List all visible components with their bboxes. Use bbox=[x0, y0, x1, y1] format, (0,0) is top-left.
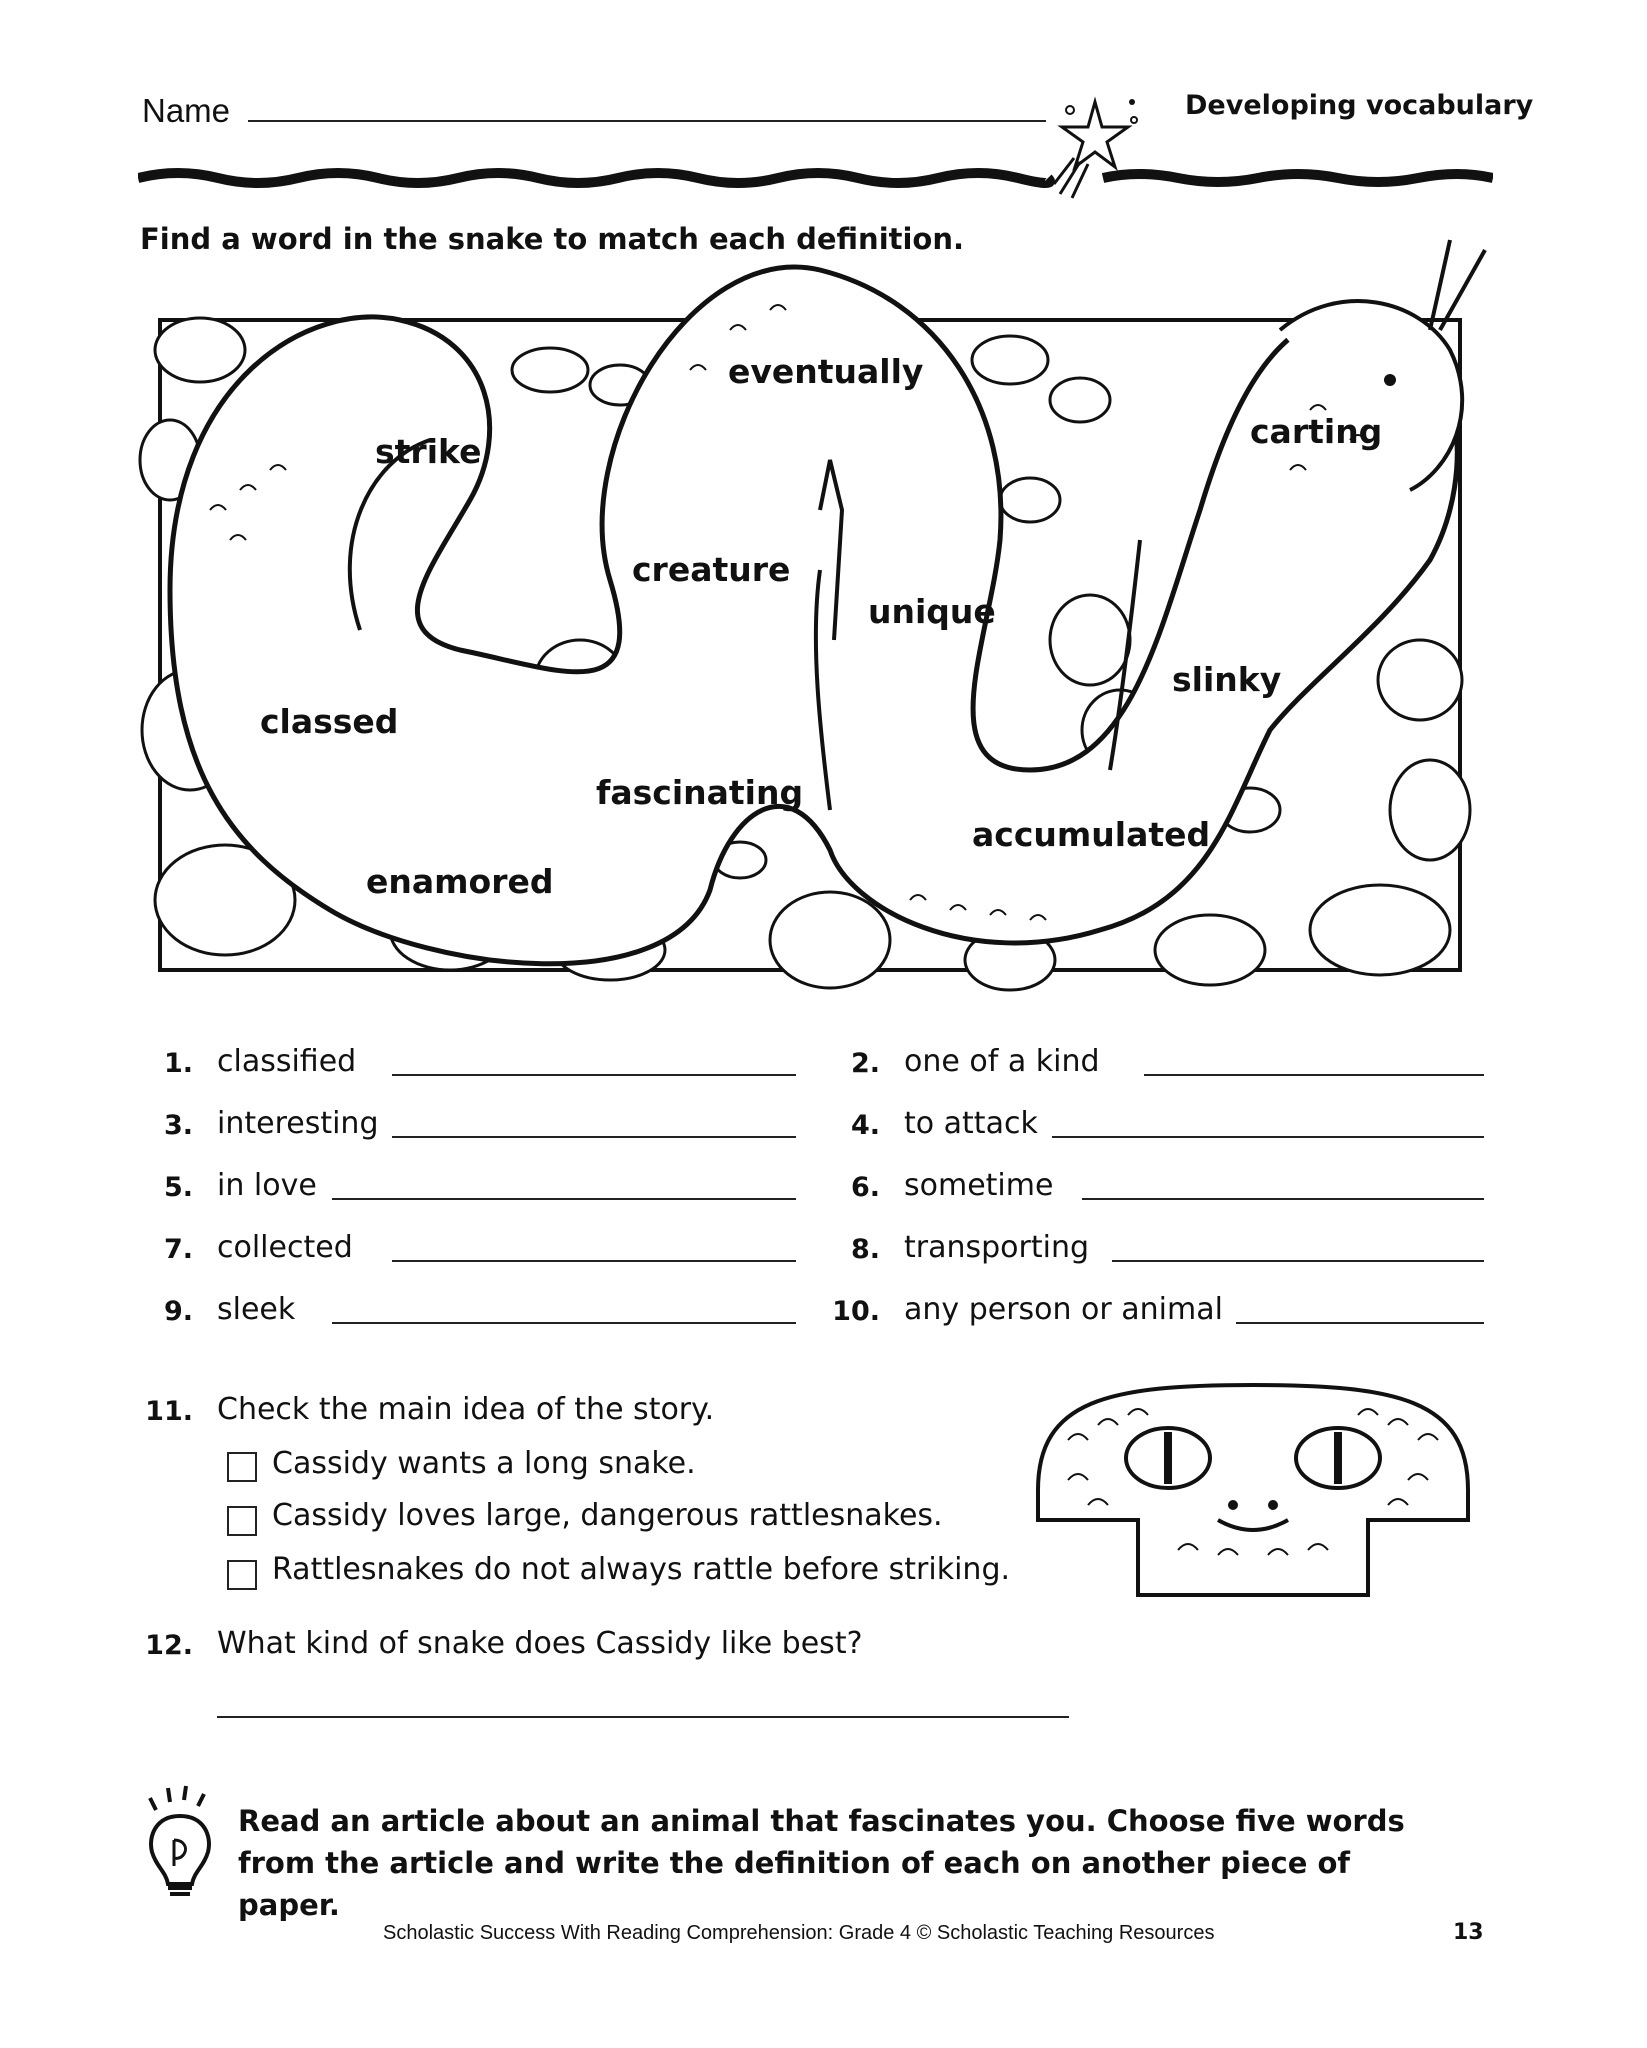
question-text: any person or animal bbox=[904, 1292, 1223, 1327]
name-input-line[interactable] bbox=[248, 120, 1046, 122]
main-idea-option: Rattlesnakes do not always rattle before striking. bbox=[272, 1552, 1011, 1587]
header-divider bbox=[138, 166, 1493, 190]
question-text: sleek bbox=[217, 1292, 296, 1327]
question-number: 6. bbox=[850, 1172, 880, 1203]
instruction: Find a word in the snake to match each definition. bbox=[140, 222, 965, 256]
snake-word-unique: unique bbox=[868, 592, 996, 631]
question-number: 4. bbox=[850, 1110, 880, 1141]
question-number: 12. bbox=[145, 1630, 193, 1661]
snake-word-strike: strike bbox=[375, 432, 482, 471]
main-idea-option: Cassidy loves large, dangerous rattlesnakes. bbox=[272, 1498, 943, 1533]
snake-word-classed: classed bbox=[260, 702, 399, 741]
question-number: 5. bbox=[163, 1172, 193, 1203]
answer-line-9[interactable] bbox=[332, 1322, 796, 1324]
question-text: collected bbox=[217, 1230, 353, 1265]
snake-illustration bbox=[130, 210, 1500, 1010]
answer-line-10[interactable] bbox=[1236, 1322, 1484, 1324]
snake-word-fascinating: fascinating bbox=[596, 773, 804, 812]
question-text: transporting bbox=[904, 1230, 1090, 1265]
question-text: in love bbox=[217, 1168, 317, 1203]
answer-line-7[interactable] bbox=[392, 1260, 796, 1262]
snake-word-eventually: eventually bbox=[728, 352, 924, 391]
page-number: 13 bbox=[1453, 1920, 1484, 1945]
answer-line-2[interactable] bbox=[1144, 1074, 1484, 1076]
q12-prompt: What kind of snake does Cassidy like best? bbox=[217, 1626, 863, 1661]
question-number: 7. bbox=[163, 1234, 193, 1265]
question-text: interesting bbox=[217, 1106, 379, 1141]
question-number: 9. bbox=[163, 1296, 193, 1327]
q11-prompt: Check the main idea of the story. bbox=[217, 1392, 715, 1427]
answer-line-4[interactable] bbox=[1052, 1136, 1484, 1138]
snake-face-illustration bbox=[1028, 1380, 1478, 1600]
snake-word-accumulated: accumulated bbox=[972, 815, 1211, 854]
answer-line-12[interactable] bbox=[217, 1716, 1069, 1718]
question-number: 3. bbox=[163, 1110, 193, 1141]
main-idea-checkbox-1[interactable] bbox=[227, 1452, 257, 1482]
question-text: one of a kind bbox=[904, 1044, 1100, 1079]
snake-word-creature: creature bbox=[632, 550, 791, 589]
question-text: sometime bbox=[904, 1168, 1054, 1203]
question-number: 8. bbox=[850, 1234, 880, 1265]
answer-line-3[interactable] bbox=[392, 1136, 796, 1138]
footer-credit: Scholastic Success With Reading Comprehension: Grade 4 © Scholastic Teaching Resources bbox=[383, 1922, 1215, 1944]
question-number: 10. bbox=[832, 1296, 880, 1327]
question-number: 1. bbox=[163, 1048, 193, 1079]
answer-line-1[interactable] bbox=[392, 1074, 796, 1076]
snake-word-slinky: slinky bbox=[1172, 660, 1282, 699]
answer-line-5[interactable] bbox=[332, 1198, 796, 1200]
worksheet-topic: Developing vocabulary bbox=[1185, 90, 1534, 121]
question-text: classified bbox=[217, 1044, 357, 1079]
question-number: 2. bbox=[850, 1048, 880, 1079]
main-idea-option: Cassidy wants a long snake. bbox=[272, 1446, 696, 1481]
answer-line-8[interactable] bbox=[1112, 1260, 1484, 1262]
name-label: Name bbox=[142, 92, 231, 129]
snake-word-carting: carting bbox=[1250, 412, 1383, 451]
snake-word-enamored: enamored bbox=[366, 862, 554, 901]
lightbulb-icon bbox=[140, 1780, 220, 1900]
question-number: 11. bbox=[145, 1396, 193, 1427]
main-idea-checkbox-2[interactable] bbox=[227, 1506, 257, 1536]
question-text: to attack bbox=[904, 1106, 1038, 1141]
main-idea-checkbox-3[interactable] bbox=[227, 1560, 257, 1590]
answer-line-6[interactable] bbox=[1082, 1198, 1484, 1200]
extension-activity: Read an article about an animal that fascinates you. Choose five words from the article and write the definition of each on another piece of paper. bbox=[238, 1804, 1405, 1922]
